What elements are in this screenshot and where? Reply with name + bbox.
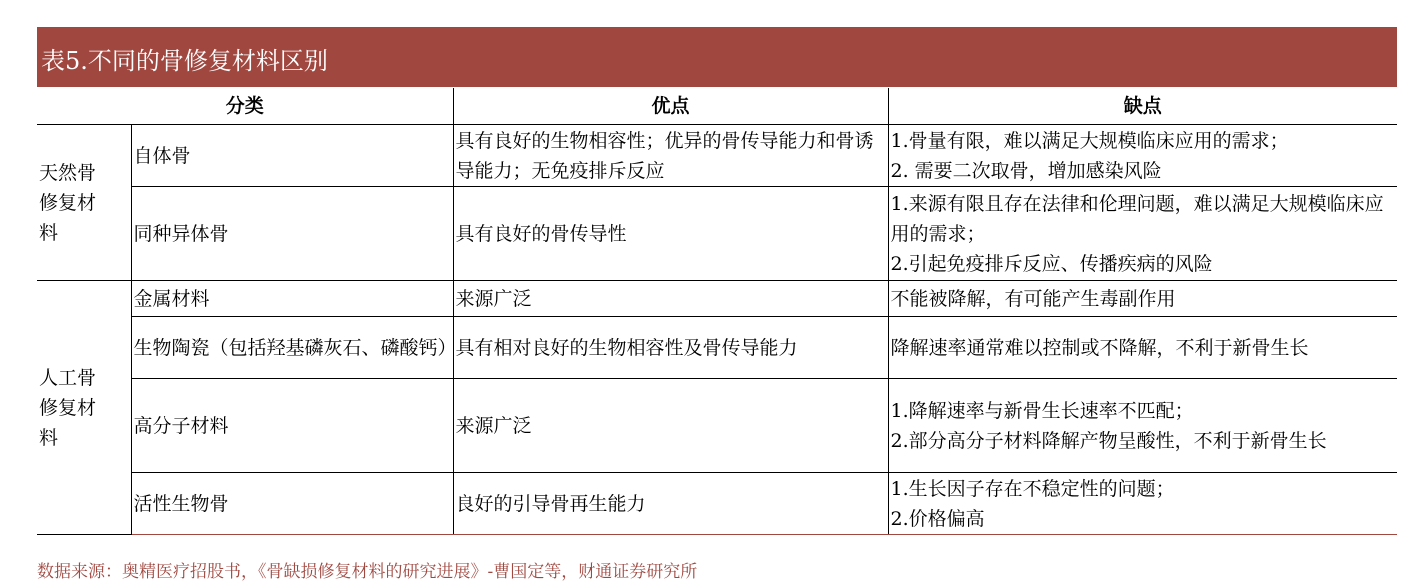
row-subcategory: 金属材料 bbox=[131, 281, 453, 317]
data-source-note: 数据来源：奥精医疗招股书，《骨缺损修复材料的研究进展》-曹国定等，财通证券研究所 bbox=[37, 562, 698, 582]
table-title: 表5.不同的骨修复材料区别 bbox=[41, 47, 328, 75]
row-subcategory: 活性生物骨 bbox=[131, 473, 453, 535]
row-cons: 1.骨量有限，难以满足大规模临床应用的需求； 2. 需要二次取骨，增加感染风险 bbox=[888, 125, 1397, 187]
row-cons: 降解速率通常难以控制或不降解，不利于新骨生长 bbox=[888, 317, 1397, 379]
table-row bbox=[37, 379, 1397, 473]
header-pros: 优点 bbox=[453, 88, 888, 125]
row-cons: 1.生长因子存在不稳定性的问题； 2.价格偏高 bbox=[888, 473, 1397, 535]
row-pros: 来源广泛 bbox=[453, 379, 888, 473]
row-cons: 不能被降解，有可能产生毒副作用 bbox=[888, 281, 1397, 317]
header-row bbox=[37, 88, 1397, 125]
table-row bbox=[37, 281, 1397, 317]
header-cons: 缺点 bbox=[888, 88, 1397, 125]
table-row bbox=[37, 187, 1397, 281]
table-row bbox=[37, 125, 1397, 187]
row-subcategory: 高分子材料 bbox=[131, 379, 453, 473]
row-subcategory: 自体骨 bbox=[131, 125, 453, 187]
table-row bbox=[37, 473, 1397, 535]
table-row bbox=[37, 317, 1397, 379]
group-label: 人工骨 修复材 料 bbox=[37, 281, 131, 535]
header-category: 分类 bbox=[37, 88, 453, 125]
row-pros: 具有相对良好的生物相容性及骨传导能力 bbox=[453, 317, 888, 379]
row-cons: 1.降解速率与新骨生长速率不匹配； 2.部分高分子材料降解产物呈酸性，不利于新骨生长 bbox=[888, 379, 1397, 473]
row-subcategory: 生物陶瓷（包括羟基磷灰石、磷酸钙） bbox=[131, 317, 453, 379]
row-subcategory: 同种异体骨 bbox=[131, 187, 453, 281]
materials-table bbox=[37, 88, 1397, 535]
row-cons: 1.来源有限且存在法律和伦理问题，难以满足大规模临床应用的需求； 2.引起免疫排斥反应、传播疾病的风险 bbox=[888, 187, 1397, 281]
row-pros: 来源广泛 bbox=[453, 281, 888, 317]
row-pros: 具有良好的生物相容性；优异的骨传导能力和骨诱导能力；无免疫排斥反应 bbox=[453, 125, 888, 187]
row-pros: 具有良好的骨传导性 bbox=[453, 187, 888, 281]
group-label: 天然骨 修复材 料 bbox=[37, 125, 131, 281]
row-pros: 良好的引导骨再生能力 bbox=[453, 473, 888, 535]
table-title-bar bbox=[37, 27, 1397, 87]
